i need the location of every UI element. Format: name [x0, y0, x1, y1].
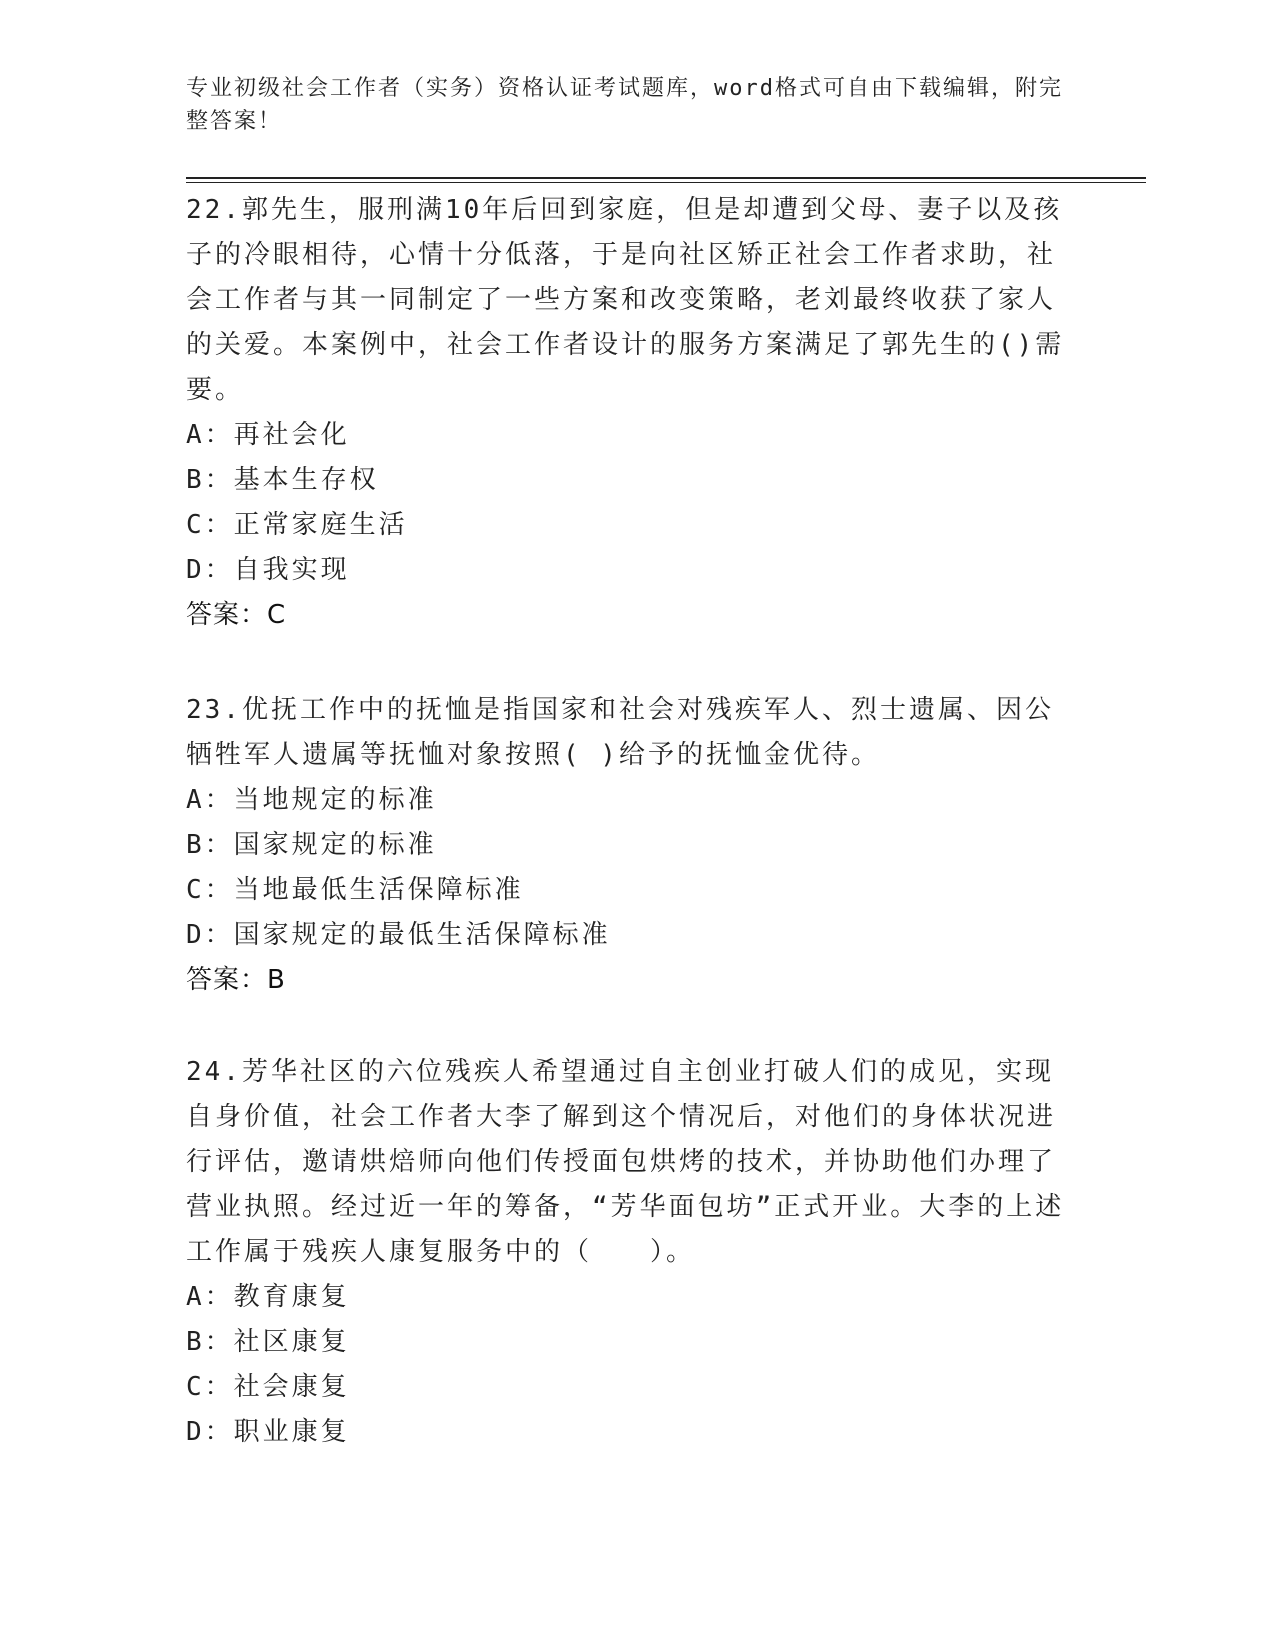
answer-line: 答案：B: [186, 965, 286, 995]
answer-line: 答案：C: [186, 600, 287, 630]
question-text: 24.芳华社区的六位残疾人希望通过自主创业打破人们的成见，实现自身价值，社会工作者大李了解到这个情况后，对他们的身体状况进行评估，邀请烘焙师向他们传授面包烘烤的技术，并协助他们办理了营业执照。经过近一年的筹备，“芳华面包坊”正式开业。大李的上述工作属于残疾人康复服务中的（ ）。: [186, 1057, 1065, 1267]
question-22: [186, 188, 1066, 638]
option-d: D：职业康复: [186, 1417, 350, 1447]
option-a: A：再社会化: [186, 420, 350, 450]
option-c: C：正常家庭生活: [186, 510, 408, 540]
option-c: C：当地最低生活保障标准: [186, 875, 524, 905]
document-header: 专业初级社会工作者（实务）资格认证考试题库，word格式可自由下载编辑，附完整答案！: [186, 76, 1063, 134]
option-a: A：当地规定的标准: [186, 785, 437, 815]
option-b: B：基本生存权: [186, 465, 379, 495]
question-text: 22.郭先生，服刑满10年后回到家庭，但是却遭到父母、妻子以及孩子的冷眼相待，心情十分低落，于是向社区矫正社会工作者求助，社会工作者与其一同制定了一些方案和改变策略，老刘最终收获了家人的关爱。本案例中，社会工作者设计的服务方案满足了郭先生的()需要。: [186, 195, 1065, 405]
option-c: C：社会康复: [186, 1372, 350, 1402]
option-b: B：社区康复: [186, 1327, 350, 1357]
option-d: D：国家规定的最低生活保障标准: [186, 920, 611, 950]
question-23: [186, 688, 1066, 1003]
question-24: [186, 1050, 1066, 1455]
option-b: B：国家规定的标准: [186, 830, 437, 860]
option-d: D：自我实现: [186, 555, 350, 585]
option-a: A：教育康复: [186, 1282, 350, 1312]
question-text: 23.优抚工作中的抚恤是指国家和社会对残疾军人、烈士遗属、因公牺牲军人遗属等抚恤对象按照( )给予的抚恤金优待。: [186, 695, 1054, 770]
header-divider-thick: [186, 177, 1146, 179]
header-divider-thin: [186, 182, 1146, 183]
